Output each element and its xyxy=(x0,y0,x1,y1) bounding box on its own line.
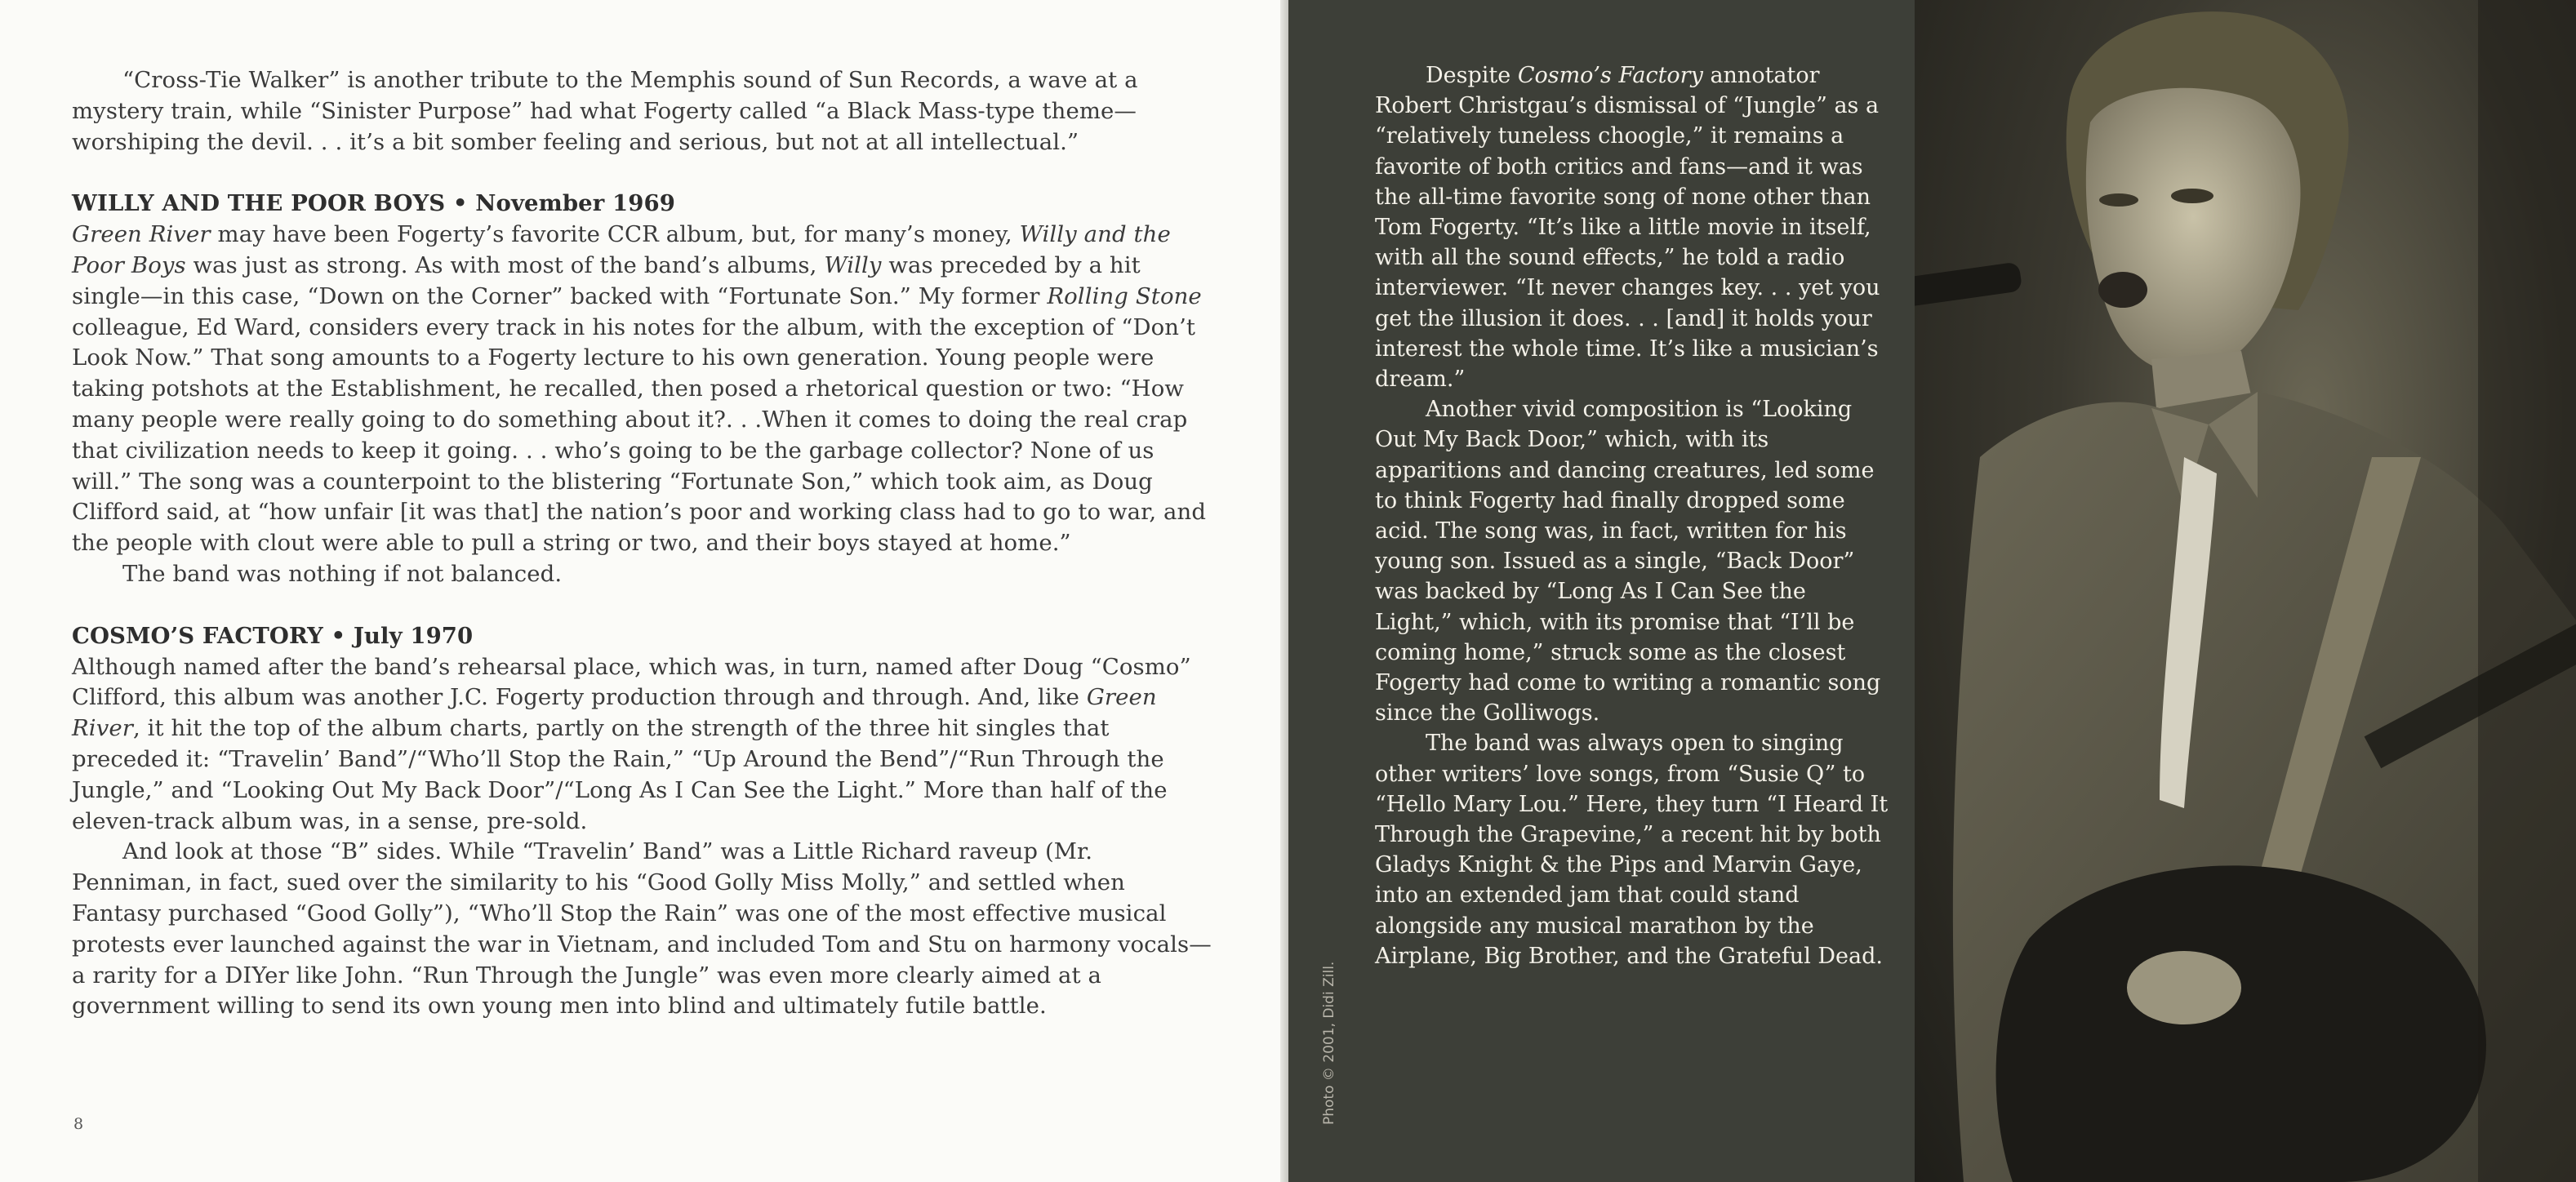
right-paragraph-2: Another vivid composition is “Looking Out My Back Door,” which, with its apparitions and dancing creatures, led some to think Fogerty had finally dropped some acid. The song was, in fact, written for his young son. Issued as a single, “Back Door” was backed by “Long As I Can See the Light,” which, with its promise that “I’ll be coming home,” struck some as the closest Fogerty had come to writing a romantic song since the Golliwogs. xyxy=(1375,397,1881,727)
cosmo-heading: COSMO’S FACTORY • July 1970 xyxy=(72,622,474,649)
left-page-text xyxy=(72,65,1215,1022)
willy-paragraph-1: Green River may have been Fogerty’s favorite CCR album, but, for many’s money, Willy and the Poor Boys was just as strong. As with most of the band’s albums, Willy was preceded by a hit single—in this case, “Down on the Corner” backed with “Fortunate Son.” My former Rolling Stone colleague, Ed Ward, considers every track in his notes for the album, with the exception of “Don’t Look Now.” That song amounts to a Fogerty lecture to his own generation. Young people were taking potshots at the Establishment, he recalled, then posed a rhetorical question or two: “How many people were really going to do something about it?. . .When it comes to doing the real crap that civilization needs to keep it going. . . who’s going to be the garbage collector? None of us will.” The song was a counterpoint to the blistering “Fortunate Son,” which took aim, as Doug Clifford said, at “how unfair [it was that] the nation’s poor and working class had to go to war, and the people with clout were able to pull a string or two, and their boys stayed at home.” xyxy=(72,221,1207,557)
performer-illustration xyxy=(1915,0,2576,1182)
right-page-text xyxy=(1375,60,1889,971)
right-paragraph-1: Despite Cosmo’s Factory annotator Robert Christgau’s dismissal of “Jungle” as a “relatively tuneless choogle,” it remains a favorite of both critics and fans—and it was the all-time favorite song of none other than Tom Fogerty. “It’s like a little movie in itself, with all the sound effects,” he told a radio interviewer. “It never changes key. . . yet you get the illusion it does. . . [and] it holds your interest the whole time. It’s like a musician’s dream.” xyxy=(1375,63,1880,393)
intro-paragraph: “Cross-Tie Walker” is another tribute to the Memphis sound of Sun Records, a wave at a mystery train, while “Sinister Purpose” had what Fogerty called “a Black Mass-type theme—worshiping the devil. . . it’s a bit somber feeling and serious, but not at all intellectual.” xyxy=(72,67,1138,155)
willy-heading: WILLY AND THE POOR BOYS • November 1969 xyxy=(72,190,675,217)
cosmo-paragraph-2: And look at those “B” sides. While “Travelin’ Band” was a Little Richard raveup (Mr. Penniman, in fact, sued over the similarity to his “Good Golly Miss Molly,” and settled when Fantasy purchased “Good Golly”), “Who’ll Stop the Rain” was one of the most effective musical protests ever launched against the war in Vietnam, and included Tom and Stu on harmony vocals—a rarity for a DIYer like John. “Run Through the Jungle” was even more clearly aimed at a government willing to send its own young men into blind and ultimately futile battle. xyxy=(72,838,1212,1020)
page-number: 8 xyxy=(73,1115,84,1133)
performer-photo xyxy=(1915,0,2576,1182)
willy-paragraph-2: The band was nothing if not balanced. xyxy=(122,560,563,587)
right-paragraph-3: The band was always open to singing other writers’ love songs, from “Susie Q” to “Hello Mary Lou.” Here, they turn “I Heard It Through the Grapevine,” a recent hit by both Gladys Knight & the Pips and Marvin Gaye, into an extended jam that could stand alongside any musical marathon by the Airplane, Big Brother, and the Grateful Dead. xyxy=(1375,731,1889,969)
photo-credit: Photo © 2001, Didi Zill. xyxy=(1321,961,1337,1125)
cosmo-paragraph-1: Although named after the band’s rehearsal place, which was, in turn, named after Doug “Cosmo” Clifford, this album was another J.C. Fogerty production through and through. And, like Green River, it hit the top of the album charts, partly on the strength of the three hit singles that preceded it: “Travelin’ Band”/“Who’ll Stop the Rain,” “Up Around the Bend”/“Run Through the Jungle,” and “Looking Out My Back Door”/“Long As I Can See the Light.” More than half of the eleven-track album was, in a sense, pre-sold. xyxy=(72,653,1191,834)
